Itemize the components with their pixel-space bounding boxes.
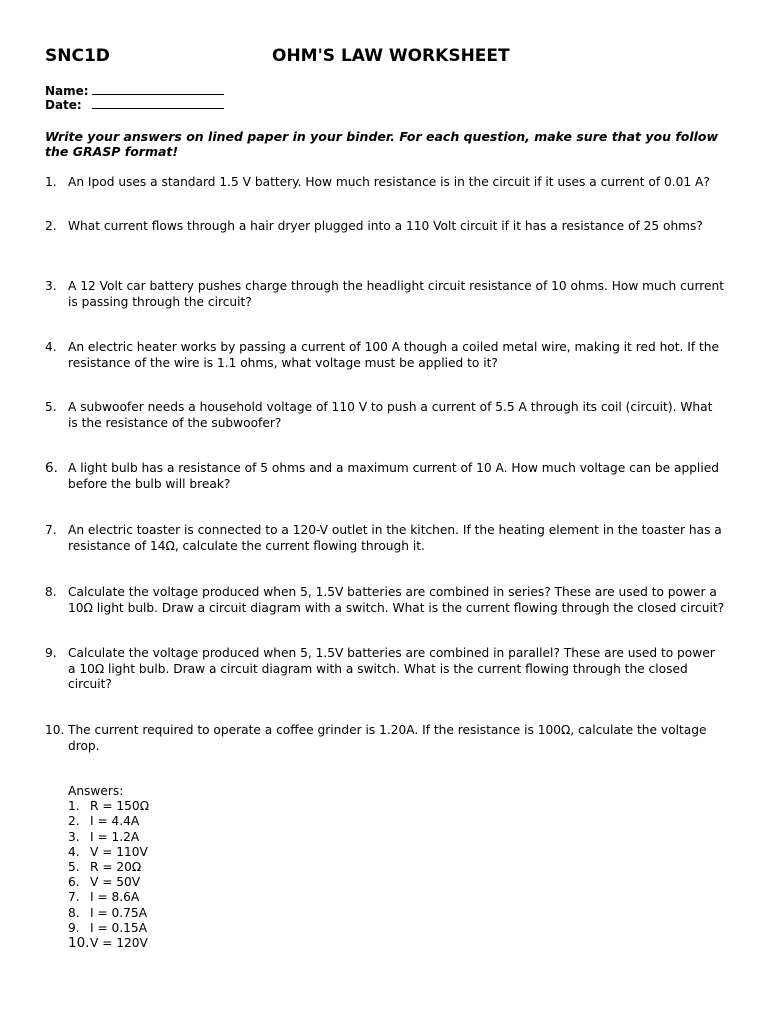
name-field: [45, 84, 224, 98]
question-number: 10.: [45, 723, 65, 737]
answer-value: I = 4.4A: [90, 814, 140, 829]
question-item: [45, 400, 725, 431]
answer-number: 4.: [68, 844, 80, 859]
question-item: [45, 723, 725, 754]
answers-heading: Answers:: [68, 784, 124, 798]
date-label: Date:: [45, 98, 82, 112]
name-blank-line: [92, 84, 224, 95]
instructions: Write your answers on lined paper in your binder. For each question, make sure that you follow the GRASP format!: [45, 129, 719, 159]
answer-number: 5.: [68, 859, 80, 874]
answer-item: [68, 859, 142, 875]
question-number: 6.: [45, 460, 58, 476]
date-field: [45, 98, 224, 112]
question-text: Calculate the voltage produced when 5, 1.5V batteries are combined in series? These are used to power a 10Ω light bulb. Draw a circuit diagram with a switch. What is the current flowing through the closed circuit?: [68, 585, 725, 615]
answer-item: [68, 934, 148, 951]
question-text: An electric toaster is connected to a 120-V outlet in the kitchen. If the heating element in the toaster has a resistance of 14Ω, calculate the current flowing through it.: [68, 523, 722, 553]
answer-value: R = 150Ω: [90, 799, 150, 814]
question-text: An Ipod uses a standard 1.5 V battery. How much resistance is in the circuit if it uses a current of 0.01 A?: [68, 175, 710, 189]
answer-value: I = 0.15A: [90, 920, 148, 935]
question-text: Calculate the voltage produced when 5, 1.5V batteries are combined in parallel? These are used to power a 10Ω light bulb. Draw a circuit diagram with a switch. What is the current flowing through the closed circuit?: [68, 646, 715, 691]
question-text: A light bulb has a resistance of 5 ohms and a maximum current of 10 A. How much voltage can be applied before the bulb will break?: [68, 461, 719, 491]
answer-number: 3.: [68, 829, 80, 844]
question-number: 2.: [45, 219, 57, 233]
course-code: SNC1D: [45, 46, 110, 66]
question-text: A subwoofer needs a household voltage of 110 V to push a current of 5.5 A through its coil (circuit). What is the resistance of the subwoofer?: [68, 400, 713, 430]
answer-value: V = 110V: [90, 844, 148, 859]
question-item: [45, 461, 725, 492]
answer-value: R = 20Ω: [90, 859, 142, 874]
question-number: 8.: [45, 585, 57, 599]
question-item: [45, 219, 725, 235]
question-number: 3.: [45, 279, 57, 293]
answer-value: I = 0.75A: [90, 905, 148, 920]
answer-number: 7.: [68, 890, 80, 905]
answer-item: [68, 814, 140, 829]
answer-item: [68, 799, 150, 814]
name-label: Name:: [45, 84, 89, 98]
question-number: 7.: [45, 523, 57, 537]
answer-number: 10.: [68, 934, 90, 951]
answer-item: [68, 875, 141, 890]
question-text: A 12 Volt car battery pushes charge through the headlight circuit resistance of 10 ohms. How much current is passing through the circuit?: [68, 279, 725, 309]
answer-value: V = 120V: [90, 935, 148, 950]
answer-item: [68, 829, 140, 845]
question-number: 4.: [45, 340, 57, 354]
question-item: [45, 340, 725, 371]
question-text: What current flows through a hair dryer plugged into a 110 Volt circuit if it has a resistance of 25 ohms?: [68, 219, 703, 233]
answer-value: I = 8.6A: [90, 890, 140, 905]
answer-number: 8.: [68, 905, 80, 920]
date-blank-line: [92, 98, 224, 109]
answer-number: 1.: [68, 799, 80, 814]
question-text: An electric heater works by passing a current of 100 A though a coiled metal wire, making it red hot. If the resistance of the wire is 1.1 ohms, what voltage must be applied to it?: [68, 340, 720, 370]
question-number: 9.: [45, 646, 57, 660]
question-item: [45, 646, 725, 693]
question-number: 5.: [45, 400, 57, 414]
answer-key: [68, 784, 150, 951]
answer-number: 9.: [68, 920, 80, 935]
answer-item: [68, 844, 148, 860]
question-item: [45, 585, 725, 616]
question-number: 1.: [45, 175, 57, 189]
question-text: The current required to operate a coffee grinder is 1.20A. If the resistance is 100Ω, calculate the voltage drop.: [68, 723, 707, 753]
answer-item: [68, 920, 148, 936]
answer-value: I = 1.2A: [90, 829, 140, 844]
answer-item: [68, 890, 140, 905]
question-item: [45, 279, 725, 310]
answer-number: 6.: [68, 875, 80, 890]
answer-number: 2.: [68, 814, 80, 829]
answer-value: V = 50V: [90, 875, 141, 890]
answer-item: [68, 905, 148, 921]
page-title: OHM'S LAW WORKSHEET: [272, 46, 510, 66]
question-item: [45, 523, 725, 554]
question-item: [45, 175, 725, 191]
